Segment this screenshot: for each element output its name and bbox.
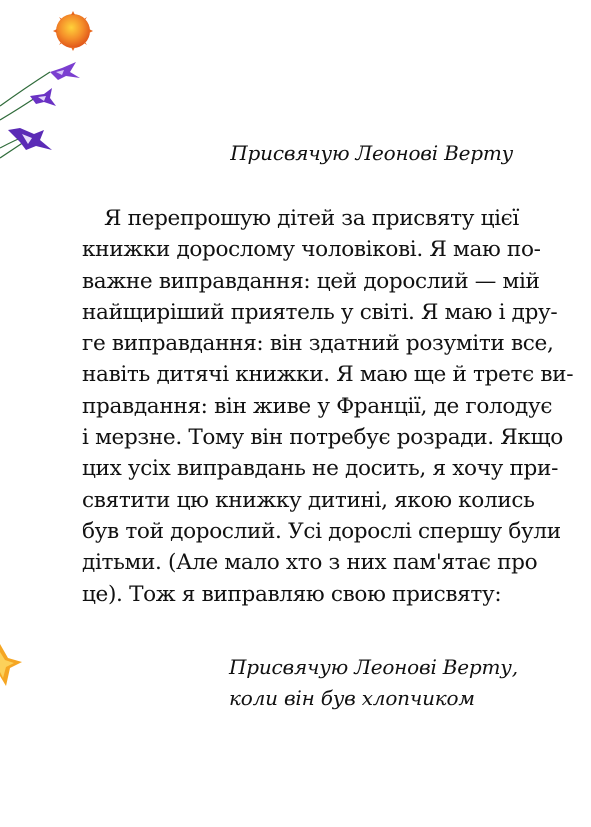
dedication-closing-line: Присвячую Леонові Верту, bbox=[229, 655, 518, 679]
body-line: книжки дорослому чоловікові. Я маю по- bbox=[82, 237, 541, 263]
body-line: ге виправдання: він здатний розуміти все, bbox=[82, 331, 554, 357]
dedication-closing-line: коли він був хлопчиком bbox=[229, 686, 475, 710]
body-line: важне виправдання: цей дорослий — мій bbox=[82, 268, 540, 294]
body-line: дітьми. (Але мало хто з них пам'ятає про bbox=[82, 550, 538, 576]
body-line: святити цю книжку дитині, якою колись bbox=[82, 487, 535, 513]
star-icon bbox=[0, 640, 26, 690]
dedication-body bbox=[82, 203, 574, 610]
dedication-heading: Присвячую Леонові Верту bbox=[230, 141, 513, 165]
sun-icon bbox=[50, 8, 96, 54]
body-line: і мерзне. Тому він потребує розради. Якщо bbox=[82, 425, 563, 451]
dedication-closing bbox=[229, 652, 518, 714]
body-line: був той дорослий. Усі дорослі спершу були bbox=[82, 518, 561, 544]
body-line: цих усіх виправдань не досить, я хочу при- bbox=[82, 456, 559, 482]
body-line: правдання: він живе у Франції, де голодує bbox=[82, 393, 553, 419]
birds-icon bbox=[0, 58, 90, 168]
body-line: це). Тож я виправляю свою присвяту: bbox=[82, 581, 502, 607]
body-line: навіть дитячі книжки. Я маю ще й третє ви- bbox=[82, 362, 574, 388]
body-line: найщиріший приятель у світі. Я маю і дру- bbox=[82, 299, 558, 325]
body-line: Я перепрошую дітей за присвяту цієї bbox=[104, 206, 519, 231]
